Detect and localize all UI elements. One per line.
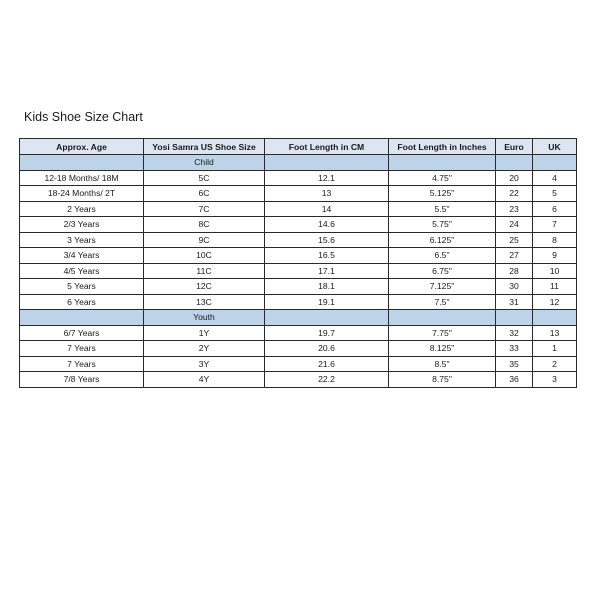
cell-us-size: 3Y [144,356,265,372]
cell-euro: 32 [496,325,533,341]
cell-age: 4/5 Years [20,263,144,279]
cell-age: 5 Years [20,279,144,295]
cell-foot-inches: 8.125" [389,341,496,357]
cell-foot-inches: 8.75" [389,372,496,388]
table-row [20,170,577,186]
cell-age: 3 Years [20,232,144,248]
cell-age: 7/8 Years [20,372,144,388]
cell-foot-inches: 6.75" [389,263,496,279]
cell-age: 6 Years [20,294,144,310]
cell-age: 6/7 Years [20,325,144,341]
cell-foot-cm: 15.6 [265,232,389,248]
cell-foot-cm: 14 [265,201,389,217]
section-label: Youth [144,310,265,326]
cell-uk: 7 [533,217,577,233]
cell-uk: 8 [533,232,577,248]
cell-us-size: 11C [144,263,265,279]
size-chart-table [19,138,577,388]
table-row [20,201,577,217]
cell-foot-inches: 5.125" [389,186,496,202]
section-cell [265,155,389,171]
header-foot-cm: Foot Length in CM [265,139,389,155]
chart-title: Kids Shoe Size Chart [24,110,143,124]
cell-age: 12-18 Months/ 18M [20,170,144,186]
cell-euro: 28 [496,263,533,279]
cell-foot-cm: 19.7 [265,325,389,341]
cell-foot-inches: 8.5" [389,356,496,372]
table-row [20,341,577,357]
table-row [20,186,577,202]
section-label: Child [144,155,265,171]
section-cell [533,155,577,171]
header-row [20,139,577,155]
cell-foot-inches: 5.75" [389,217,496,233]
table-row [20,325,577,341]
cell-euro: 23 [496,201,533,217]
header-us-size: Yosi Samra US Shoe Size [144,139,265,155]
section-cell [389,310,496,326]
table-row [20,263,577,279]
section-cell [20,155,144,171]
cell-euro: 33 [496,341,533,357]
cell-foot-inches: 7.5" [389,294,496,310]
section-row-child [20,155,577,171]
cell-uk: 5 [533,186,577,202]
table-row [20,232,577,248]
cell-uk: 1 [533,341,577,357]
cell-foot-inches: 7.75" [389,325,496,341]
cell-foot-inches: 6.125" [389,232,496,248]
table-row [20,356,577,372]
section-cell [496,155,533,171]
cell-foot-cm: 18.1 [265,279,389,295]
cell-foot-cm: 14.6 [265,217,389,233]
section-cell [20,310,144,326]
section-row-youth [20,310,577,326]
cell-uk: 13 [533,325,577,341]
cell-us-size: 10C [144,248,265,264]
cell-foot-cm: 19.1 [265,294,389,310]
section-cell [533,310,577,326]
cell-uk: 3 [533,372,577,388]
cell-uk: 11 [533,279,577,295]
cell-euro: 20 [496,170,533,186]
cell-foot-cm: 12.1 [265,170,389,186]
cell-uk: 6 [533,201,577,217]
cell-foot-cm: 13 [265,186,389,202]
cell-foot-cm: 22.2 [265,372,389,388]
table-row [20,217,577,233]
table-row [20,294,577,310]
cell-foot-cm: 21.6 [265,356,389,372]
cell-euro: 31 [496,294,533,310]
cell-us-size: 6C [144,186,265,202]
cell-foot-inches: 7.125" [389,279,496,295]
section-cell [389,155,496,171]
cell-euro: 35 [496,356,533,372]
cell-age: 18-24 Months/ 2T [20,186,144,202]
cell-age: 7 Years [20,341,144,357]
cell-euro: 22 [496,186,533,202]
cell-us-size: 2Y [144,341,265,357]
cell-us-size: 13C [144,294,265,310]
cell-foot-cm: 16.5 [265,248,389,264]
cell-euro: 36 [496,372,533,388]
cell-euro: 27 [496,248,533,264]
cell-us-size: 4Y [144,372,265,388]
cell-age: 7 Years [20,356,144,372]
cell-age: 2/3 Years [20,217,144,233]
header-euro: Euro [496,139,533,155]
header-age: Approx. Age [20,139,144,155]
cell-foot-inches: 4.75" [389,170,496,186]
table-row [20,248,577,264]
header-uk: UK [533,139,577,155]
cell-euro: 30 [496,279,533,295]
cell-euro: 24 [496,217,533,233]
cell-foot-inches: 5.5" [389,201,496,217]
cell-foot-inches: 6.5" [389,248,496,264]
cell-uk: 4 [533,170,577,186]
cell-age: 2 Years [20,201,144,217]
header-foot-inches: Foot Length in Inches [389,139,496,155]
cell-uk: 9 [533,248,577,264]
cell-uk: 12 [533,294,577,310]
section-cell [265,310,389,326]
section-cell [496,310,533,326]
table-row [20,372,577,388]
cell-euro: 25 [496,232,533,248]
cell-foot-cm: 20.6 [265,341,389,357]
cell-uk: 2 [533,356,577,372]
table-row [20,279,577,295]
cell-us-size: 7C [144,201,265,217]
cell-uk: 10 [533,263,577,279]
cell-us-size: 8C [144,217,265,233]
cell-us-size: 12C [144,279,265,295]
cell-age: 3/4 Years [20,248,144,264]
cell-us-size: 9C [144,232,265,248]
cell-us-size: 5C [144,170,265,186]
cell-us-size: 1Y [144,325,265,341]
cell-foot-cm: 17.1 [265,263,389,279]
